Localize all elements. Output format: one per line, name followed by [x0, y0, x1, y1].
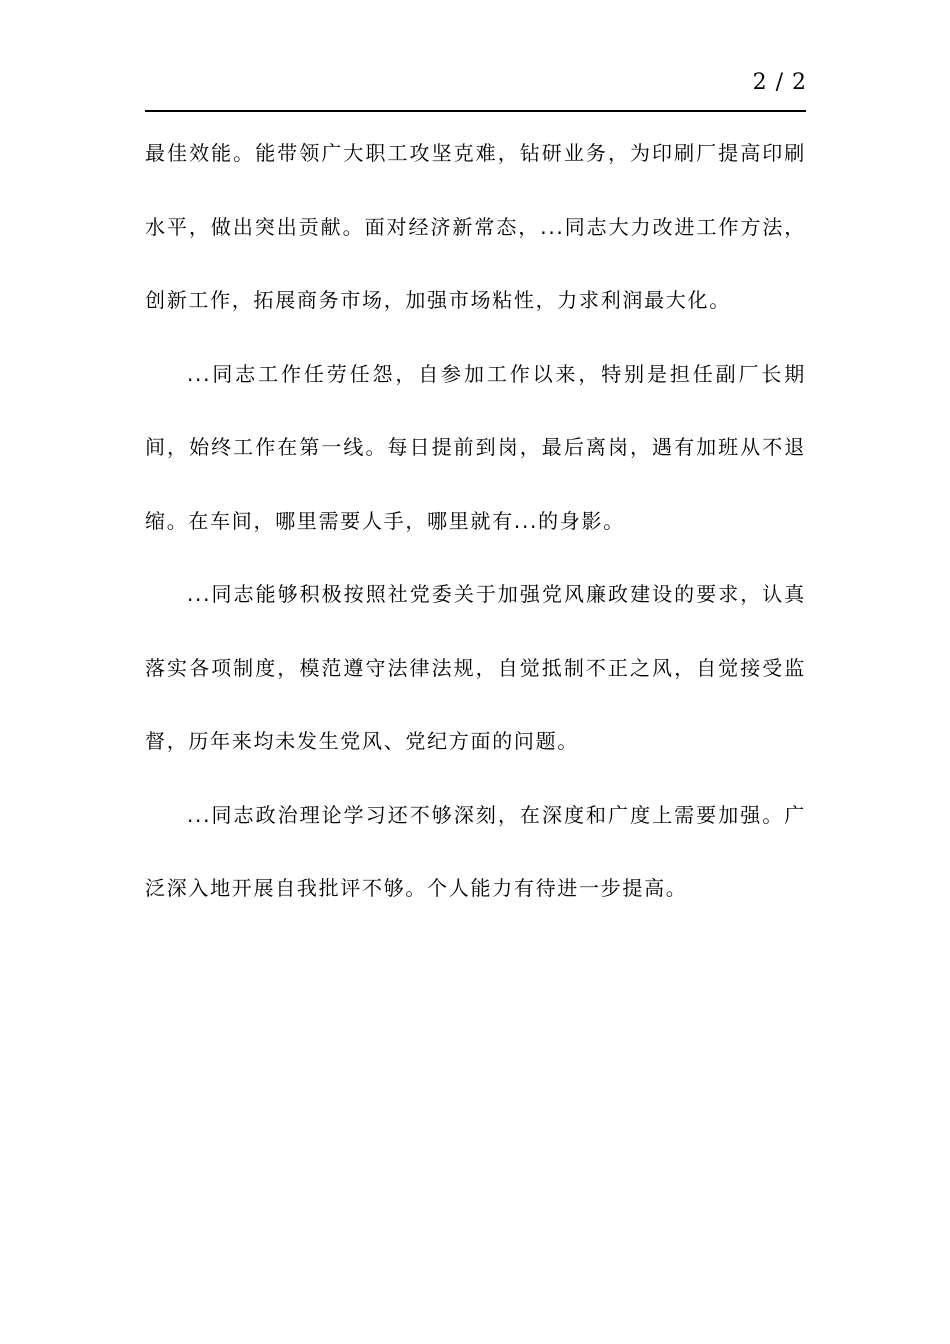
page-number: 2 / 2 [752, 70, 807, 95]
paragraph-integrity: ...同志能够积极按照社党委关于加强党风廉政建设的要求，认真落实各项制度，模范遵守法律法规，自觉抵制不正之风，自觉接受监督，历年来均未发生党风、党纪方面的问题。 [145, 582, 806, 753]
header-divider [145, 110, 806, 112]
paragraph-work-attitude: ...同志工作任劳任怨，自参加工作以来，特别是担任副厂长期间，始终工作在第一线。每日提前到岗，最后离岗，遇有加班从不退缩。在车间，哪里需要人手，哪里就有...的身影。 [145, 361, 806, 533]
paragraph-shortcomings: ...同志政治理论学习还不够深刻，在深度和广度上需要加强。广泛深入地开展自我批评不够。个人能力有待进一步提高。 [145, 802, 806, 900]
paragraph-continuation: 最佳效能。能带领广大职工攻坚克难，钻研业务，为印刷厂提高印刷水平，做出突出贡献。面对经济新常态，...同志大力改进工作方法，创新工作，拓展商务市场，加强市场粘性，力求利润最大化。 [145, 141, 806, 312]
document-body [145, 117, 806, 926]
